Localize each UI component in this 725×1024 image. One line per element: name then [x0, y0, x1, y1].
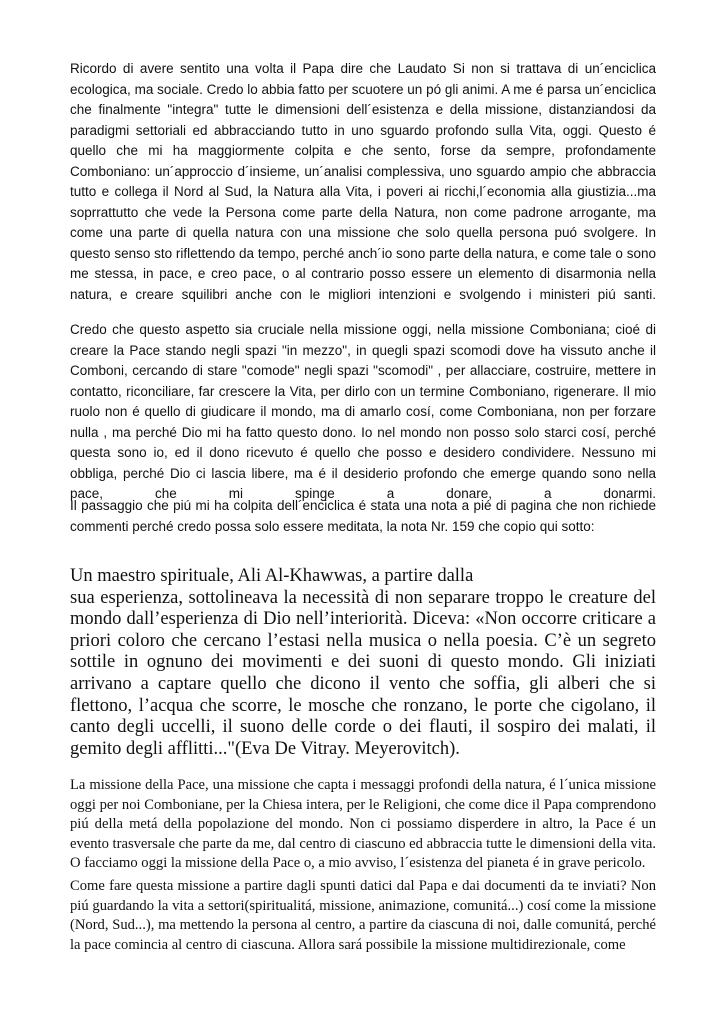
paragraph-nota-159-intro: Il passaggio che piú mi ha colpita dell´enciclica é stata una nota a pié di pagina che non richiede commenti perché credo possa solo essere meditata, la nota Nr. 159 che copio qui sotto: — [70, 498, 656, 534]
quote-footnote-159 — [70, 566, 656, 760]
quote-first-line: Un maestro spirituale, Ali Al-Khawwas, a partire dalla — [70, 566, 474, 586]
quote-body: sua esperienza, sottolineava la necessità di non separare troppo le creature del mondo dall’esperienza di Dio nell’interiorità. Diceva: «Non occorre criticare a priori coloro che cercano l’estasi nella musica o nella poesia. C’è un segreto sottile in ognuno dei movimenti e dei suoni di questo mondo. Gli iniziati arrivano a captare quello che dicono il vento che soffia, gli alberi che si flettono, l’acqua che scorre, le mosche che ronzano, le porte che cigolano, il canto degli uccelli, il suono delle corde o dei flauti, il sospiro dei malati, il gemito degli afflitti..."(Eva De Vitray. Meyerovitch). — [70, 587, 656, 759]
paragraph-come-fare: Come fare questa missione a partire dagli spunti datici dal Papa e dai documenti da te inviati? Non piú guardando la vita a settori(spiritualitá, missione, animazione, comunitá...) cosí come la missione (Nord, Sud...), ma mettendo la persona al centro, a partire da ciascuna di noi, dalle comunitá, perché la pace comincia al centro di ciascuna. Allora sará possibile la missione multidirezionale, come — [70, 878, 656, 953]
paragraph-missione-comboniana: Credo che questo aspetto sia cruciale nella missione oggi, nella missione Comboniana; cioé di creare la Pace stando negli spazi "in mezzo", in quegli spazi scomodi dove ha vissuto anche il Comboni, cercando di stare "comode" negli spazi "scomodi" , per allacciare, costruire, mettere in contatto, riconciliare, far crescere la Vita, per dirlo con un termine Comboniano, rigenerare. Il mio ruolo non é quello di giudicare il mondo, ma di amarlo cosí, come Comboniana, non per forzare nulla , ma perché Dio mi ha fatto questo dono. Io nel mondo non posso solo starci cosí, perché questa sono io, ed il dono ricevuto é quello che posso e desidero condividere. Nessuno mi obbliga, perché Dio ci lascia libere, ma é il desiderio profondo che emerge quando sono nella pace, che mi spinge a donare, a donarmi. — [70, 322, 656, 501]
paragraph-laudato-si: Ricordo di avere sentito una volta il Papa dire che Laudato Si non si trattava di un´enciclica ecologica, ma sociale. Credo lo abbia fatto per scuotere un pó gli animi. A me é parsa un´enciclica che finalmente "integra" tutte le dimensioni dell´esistenza e della missione, distanziandosi da paradigmi settoriali ed abbracciando tutto in uno sguardo profondo sulla Vita, oggi. Questo é quello che mi ha maggiormente colpita e che sento, forse da sempre, profondamente Comboniano: un´approccio d´insieme, un´analisi complessiva, uno sguardo ampio che abbraccia tutto e collega il Nord al Sud, la Natura alla Vita, i poveri ai ricchi,l´economia alla giustizia...ma soprrattutto che vede la Persona come parte della Natura, non come padrone arrogante, ma come una parte di quella natura con una missione che solo quella persona puó svolgere. In questo senso sto riflettendo da tempo, perché anch´io sono parte della natura, e come tale o sono me stessa, in pace, e creo pace, o al contrario posso essere un elemento di disarmonia nella natura, e creare squilibri anche con le migliori intenzioni e svolgendo i ministeri piú santi. — [70, 61, 656, 302]
paragraph-missione-pace: La missione della Pace, una missione che capta i messaggi profondi della natura, é l´unica missione oggi per noi Comboniane, per la Chiesa intera, per le Religioni, che come dice il Papa comprendono piú della metá della popolazione del mondo. Non ci possiamo disperdere in altro, la Pace é un evento trasversale che parte da me, dal centro di ciascuno ed abbraccia tutte le dimensioni della vita. O facciamo oggi la missione della Pace o, a mio avviso, l´esistenza del pianeta é in grave pericolo. — [70, 777, 656, 872]
